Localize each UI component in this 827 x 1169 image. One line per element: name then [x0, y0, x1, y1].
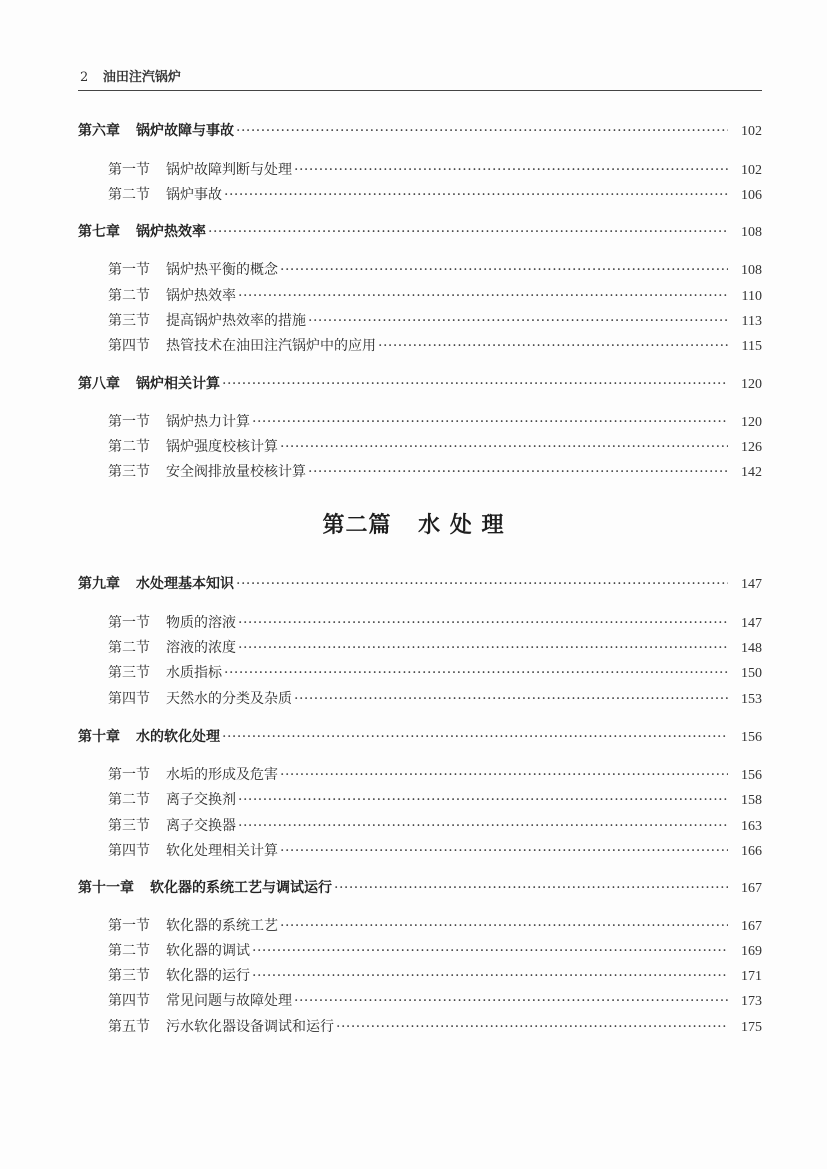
toc-page-number: 126 [741, 440, 762, 455]
toc-page-number: 167 [741, 881, 762, 896]
toc-leader-dots [236, 576, 728, 592]
toc-section[interactable] [108, 662, 762, 684]
toc-section-title: 软化器的调试 [166, 943, 250, 959]
toc-page-number: 142 [741, 465, 762, 480]
toc-page-number: 156 [741, 730, 762, 745]
toc-section-title: 锅炉事故 [166, 187, 222, 203]
toc-section[interactable] [108, 764, 762, 786]
toc-leader-dots [252, 414, 728, 430]
part-number: 第二篇 [322, 512, 392, 538]
toc-section-number: 第二节 [108, 943, 150, 959]
toc-page-number: 153 [741, 692, 762, 707]
toc-page-number: 173 [741, 994, 762, 1009]
toc-section-title: 锅炉故障判断与处理 [166, 162, 292, 178]
toc-section-number: 第三节 [108, 665, 150, 681]
toc-section-number: 第一节 [108, 767, 150, 783]
toc-section-title: 锅炉热平衡的概念 [166, 262, 278, 278]
toc-leader-dots [294, 993, 728, 1009]
toc-section-number: 第一节 [108, 414, 150, 430]
toc-chapter-number: 第十一章 [78, 880, 134, 896]
toc-section-title: 天然水的分类及杂质 [166, 691, 292, 707]
toc-page-number: 148 [741, 641, 762, 656]
toc-section-number: 第三节 [108, 313, 150, 329]
toc-section-title: 溶液的浓度 [166, 640, 236, 656]
toc-section-title: 离子交换剂 [166, 792, 236, 808]
toc-section[interactable] [108, 310, 762, 332]
toc-leader-dots [280, 439, 728, 455]
toc-section-number: 第二节 [108, 187, 150, 203]
toc-section-number: 第三节 [108, 968, 150, 984]
toc-page-number: 120 [741, 377, 762, 392]
toc-leader-dots [308, 313, 728, 329]
toc-chapter-title: 锅炉热效率 [136, 224, 206, 240]
toc-section[interactable] [108, 612, 762, 634]
toc-page-number: 102 [741, 163, 762, 178]
toc-chapter-title: 锅炉相关计算 [136, 376, 220, 392]
toc-leader-dots [336, 1019, 728, 1035]
toc-section-title: 物质的溶液 [166, 615, 236, 631]
toc-page-number: 102 [741, 124, 762, 139]
toc-chapter[interactable] [78, 877, 762, 899]
toc-chapter-number: 第七章 [78, 224, 120, 240]
toc-section[interactable] [108, 259, 762, 281]
toc-page-number: 150 [741, 666, 762, 681]
toc-section[interactable] [108, 411, 762, 433]
toc-section[interactable] [108, 1016, 762, 1038]
toc-page-number: 120 [741, 415, 762, 430]
toc-leader-dots [238, 792, 728, 808]
running-header [80, 66, 760, 88]
toc-chapter-number: 第九章 [78, 576, 120, 592]
toc-section[interactable] [108, 335, 762, 357]
toc-page-number: 156 [741, 768, 762, 783]
toc-section[interactable] [108, 789, 762, 811]
toc-leader-dots [252, 968, 728, 984]
toc-leader-dots [378, 338, 728, 354]
toc-chapter-title: 锅炉故障与事故 [136, 123, 234, 139]
toc-section[interactable] [108, 688, 762, 710]
toc-section[interactable] [108, 815, 762, 837]
part-title [0, 508, 827, 539]
toc-leader-dots [308, 464, 728, 480]
toc-section-number: 第二节 [108, 640, 150, 656]
toc-section[interactable] [108, 285, 762, 307]
toc-section-title: 水垢的形成及危害 [166, 767, 278, 783]
toc-leader-dots [280, 262, 728, 278]
toc-page-number: 167 [741, 919, 762, 934]
header-page-number: 2 [80, 70, 89, 85]
toc-section[interactable] [108, 436, 762, 458]
toc-section[interactable] [108, 637, 762, 659]
toc-section-title: 软化处理相关计算 [166, 843, 278, 859]
toc-page-number: 169 [741, 944, 762, 959]
toc-chapter[interactable] [78, 120, 762, 142]
toc-section-title: 离子交换器 [166, 818, 236, 834]
toc-section-title: 锅炉热效率 [166, 288, 236, 304]
toc-chapter[interactable] [78, 373, 762, 395]
toc-section-number: 第一节 [108, 918, 150, 934]
toc-page-number: 108 [741, 225, 762, 240]
toc-section-number: 第五节 [108, 1019, 150, 1035]
toc-leader-dots [294, 162, 728, 178]
toc-chapter-title: 水的软化处理 [136, 729, 220, 745]
toc-leader-dots [224, 187, 728, 203]
toc-section-number: 第二节 [108, 792, 150, 808]
toc-leader-dots [294, 691, 728, 707]
toc-section-title: 软化器的运行 [166, 968, 250, 984]
toc-leader-dots [208, 224, 728, 240]
toc-chapter[interactable] [78, 726, 762, 748]
toc-section-number: 第二节 [108, 439, 150, 455]
toc-chapter-title: 水处理基本知识 [136, 576, 234, 592]
toc-page-number: 106 [741, 188, 762, 203]
toc-page-number: 158 [741, 793, 762, 808]
toc-section-title: 锅炉强度校核计算 [166, 439, 278, 455]
toc-section-number: 第二节 [108, 288, 150, 304]
toc-chapter-number: 第六章 [78, 123, 120, 139]
toc-chapter[interactable] [78, 221, 762, 243]
toc-leader-dots [252, 943, 728, 959]
toc-leader-dots [224, 665, 728, 681]
toc-leader-dots [238, 640, 728, 656]
toc-page-number: 115 [741, 339, 762, 354]
toc-page-number: 110 [741, 289, 762, 304]
toc-chapter-number: 第八章 [78, 376, 120, 392]
toc-chapter-title: 软化器的系统工艺与调试运行 [150, 880, 332, 896]
toc-section[interactable] [108, 940, 762, 962]
toc-page-number: 147 [741, 616, 762, 631]
toc-page-number: 147 [741, 577, 762, 592]
toc-section-number: 第一节 [108, 262, 150, 278]
toc-leader-dots [222, 376, 728, 392]
toc-leader-dots [236, 123, 728, 139]
toc-section[interactable] [108, 965, 762, 987]
toc-leader-dots [280, 767, 728, 783]
toc-leader-dots [334, 880, 728, 896]
part-name: 水 处 理 [418, 512, 505, 538]
toc-section[interactable] [108, 184, 762, 206]
toc-page-number: 171 [741, 969, 762, 984]
toc-section-title: 软化器的系统工艺 [166, 918, 278, 934]
toc-section-number: 第四节 [108, 843, 150, 859]
toc-section-number: 第三节 [108, 464, 150, 480]
toc-leader-dots [280, 843, 728, 859]
header-book-title: 油田注汽锅炉 [102, 70, 181, 85]
toc-section[interactable] [108, 915, 762, 937]
toc-section-title: 污水软化器设备调试和运行 [166, 1019, 334, 1035]
toc-section-number: 第四节 [108, 993, 150, 1009]
toc-section-number: 第一节 [108, 162, 150, 178]
toc-section[interactable] [108, 159, 762, 181]
toc-section[interactable] [108, 990, 762, 1012]
toc-section-title: 安全阀排放量校核计算 [166, 464, 306, 480]
toc-leader-dots [238, 615, 728, 631]
header-rule [78, 90, 762, 91]
toc-page-number: 108 [741, 263, 762, 278]
toc-page-number: 113 [741, 314, 762, 329]
toc-page-number: 163 [741, 819, 762, 834]
toc-section-title: 常见问题与故障处理 [166, 993, 292, 1009]
toc-section-number: 第三节 [108, 818, 150, 834]
toc-section[interactable] [108, 840, 762, 862]
toc-leader-dots [238, 818, 728, 834]
toc-leader-dots [222, 729, 728, 745]
toc-section[interactable] [108, 461, 762, 483]
toc-chapter-number: 第十章 [78, 729, 120, 745]
toc-section-title: 热管技术在油田注汽锅炉中的应用 [166, 338, 376, 354]
toc-section-title: 水质指标 [166, 665, 222, 681]
toc-section-number: 第四节 [108, 338, 150, 354]
toc-leader-dots [280, 918, 728, 934]
toc-section-number: 第四节 [108, 691, 150, 707]
toc-section-title: 提高锅炉热效率的措施 [166, 313, 306, 329]
toc-chapter[interactable] [78, 573, 762, 595]
toc-page-number: 175 [741, 1020, 762, 1035]
toc-leader-dots [238, 288, 728, 304]
toc-section-number: 第一节 [108, 615, 150, 631]
toc-page-number: 166 [741, 844, 762, 859]
toc-section-title: 锅炉热力计算 [166, 414, 250, 430]
